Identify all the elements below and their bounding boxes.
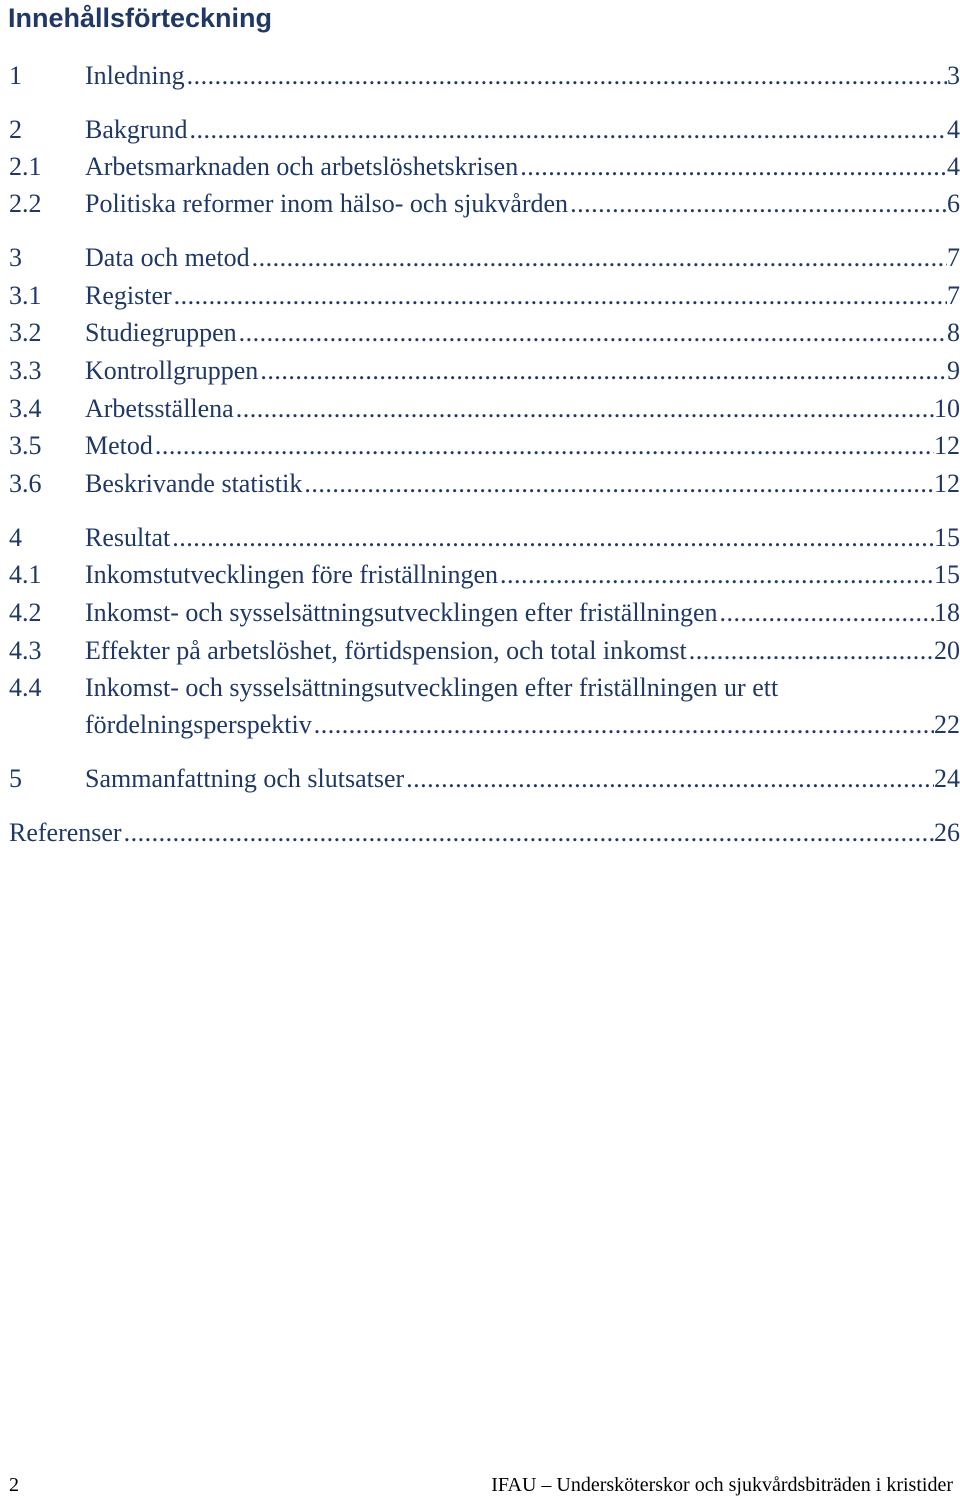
toc-entry-title: Inledning bbox=[85, 61, 185, 90]
toc-entry-number: 4.4 bbox=[9, 673, 42, 702]
toc-entry-title: Data och metod bbox=[85, 243, 250, 272]
toc-entry-2-2[interactable] bbox=[9, 185, 960, 222]
toc-entry-number: 3.1 bbox=[9, 281, 42, 310]
toc-entry-number: 2.2 bbox=[9, 189, 42, 218]
toc-entry-page: 12 bbox=[934, 469, 960, 498]
toc-entry-4-3[interactable] bbox=[9, 632, 960, 669]
toc-entry-3[interactable] bbox=[9, 239, 960, 276]
toc-entry-page: 7 bbox=[947, 243, 960, 272]
toc-entry-4-2[interactable] bbox=[9, 594, 960, 631]
dot-leader bbox=[718, 594, 934, 631]
toc-entry-number: 2.1 bbox=[9, 152, 42, 181]
toc-entry-4[interactable] bbox=[9, 519, 960, 556]
toc-entry-page: 15 bbox=[934, 523, 960, 552]
toc-entry-title: Politiska reformer inom hälso- och sjukvården bbox=[85, 189, 569, 218]
toc-entry-3-5[interactable] bbox=[9, 427, 960, 464]
toc-entry-page: 3 bbox=[947, 61, 960, 90]
toc-entry-page: 26 bbox=[934, 818, 960, 847]
toc-entry-number: 3 bbox=[9, 243, 22, 272]
toc-entry-3-1[interactable] bbox=[9, 277, 960, 314]
toc-entry-number: 4.2 bbox=[9, 598, 42, 627]
toc-entry-title: Kontrollgruppen bbox=[85, 356, 259, 385]
toc-entry-number: 3.4 bbox=[9, 394, 42, 423]
toc-entry-1[interactable] bbox=[9, 57, 960, 94]
dot-leader bbox=[172, 277, 947, 314]
toc-entry-page: 20 bbox=[934, 636, 960, 665]
toc-entry-2-1[interactable] bbox=[9, 148, 960, 185]
toc-entry-3-2[interactable] bbox=[9, 314, 960, 351]
toc-entry-3-6[interactable] bbox=[9, 465, 960, 502]
toc-entry-title: Register bbox=[85, 281, 172, 310]
toc-entry-referenser[interactable] bbox=[9, 814, 960, 851]
toc-entry-title: Bakgrund bbox=[85, 115, 188, 144]
toc-entry-page: 7 bbox=[947, 281, 960, 310]
toc-entry-page: 22 bbox=[934, 710, 960, 739]
dot-leader bbox=[404, 760, 934, 797]
dot-leader bbox=[234, 390, 934, 427]
toc-entry-number: 2 bbox=[9, 115, 22, 144]
toc-entry-page: 12 bbox=[934, 431, 960, 460]
toc-entry-title: Metod bbox=[85, 431, 153, 460]
toc-entry-page: 4 bbox=[947, 152, 960, 181]
dot-leader bbox=[568, 185, 947, 222]
toc-entry-3-3[interactable] bbox=[9, 352, 960, 389]
dot-leader bbox=[258, 352, 947, 389]
toc-entry-page: 18 bbox=[934, 598, 960, 627]
toc-entry-number: 5 bbox=[9, 764, 22, 793]
dot-leader bbox=[153, 427, 934, 464]
toc-entry-number: 4 bbox=[9, 523, 22, 552]
dot-leader bbox=[122, 814, 934, 851]
toc-entry-4-4[interactable] bbox=[9, 669, 960, 743]
dot-leader bbox=[312, 706, 934, 743]
toc-entry-page: 8 bbox=[947, 318, 960, 347]
toc-heading: Innehållsförteckning bbox=[8, 3, 273, 33]
toc-entry-3-4[interactable] bbox=[9, 390, 960, 427]
toc-entry-title: Sammanfattning och slutsatser bbox=[85, 764, 405, 793]
dot-leader bbox=[188, 111, 947, 148]
page-footer bbox=[9, 1470, 953, 1500]
toc-entry-title: Beskrivande statistik bbox=[85, 469, 303, 498]
dot-leader bbox=[518, 148, 947, 185]
toc-entry-title: Arbetsställena bbox=[85, 394, 234, 423]
toc-entry-page: 24 bbox=[934, 764, 960, 793]
toc-entry-title: Resultat bbox=[85, 523, 171, 552]
toc-entry-page: 4 bbox=[947, 115, 960, 144]
dot-leader bbox=[250, 239, 947, 276]
toc-entry-number: 3.5 bbox=[9, 431, 42, 460]
toc-entry-title: Inkomstutvecklingen före friställningen bbox=[85, 560, 499, 589]
toc-entry-title: Referenser bbox=[9, 818, 122, 847]
dot-leader bbox=[498, 556, 934, 593]
dot-leader bbox=[687, 632, 934, 669]
toc-entry-page: 10 bbox=[934, 394, 960, 423]
dot-leader bbox=[302, 465, 934, 502]
toc-entry-number: 3.3 bbox=[9, 356, 42, 385]
footer-text: IFAU – Undersköterskor och sjukvårdsbiträden i kristider bbox=[491, 1474, 953, 1496]
toc-entry-title: fördelningsperspektiv bbox=[85, 710, 312, 739]
toc-entry-page: 15 bbox=[934, 560, 960, 589]
toc-entry-page: 6 bbox=[947, 189, 960, 218]
toc-entry-number: 3.2 bbox=[9, 318, 42, 347]
toc-entry-title: Inkomst- och sysselsättningsutvecklingen efter friställningen bbox=[85, 598, 718, 627]
toc-entry-title: Studiegruppen bbox=[85, 318, 237, 347]
toc-entry-number: 4.3 bbox=[9, 636, 42, 665]
toc-entry-number: 4.1 bbox=[9, 560, 42, 589]
dot-leader bbox=[185, 57, 947, 94]
toc-entry-title: Arbetsmarknaden och arbetslöshetskrisen bbox=[85, 152, 519, 181]
toc-entry-title: Effekter på arbetslöshet, förtidspension, och total inkomst bbox=[85, 636, 687, 665]
toc-entry-2[interactable] bbox=[9, 111, 960, 148]
toc-entry-page: 9 bbox=[947, 356, 960, 385]
toc-entry-title-line1: Inkomst- och sysselsättningsutvecklingen efter friställningen ur ett bbox=[85, 673, 779, 702]
toc-entry-number: 1 bbox=[9, 61, 22, 90]
footer-page-number: 2 bbox=[9, 1474, 19, 1496]
toc-entry-number: 3.6 bbox=[9, 469, 42, 498]
toc-entry-4-1[interactable] bbox=[9, 556, 960, 593]
dot-leader bbox=[170, 519, 934, 556]
toc-entry-5[interactable] bbox=[9, 760, 960, 797]
dot-leader bbox=[237, 314, 947, 351]
